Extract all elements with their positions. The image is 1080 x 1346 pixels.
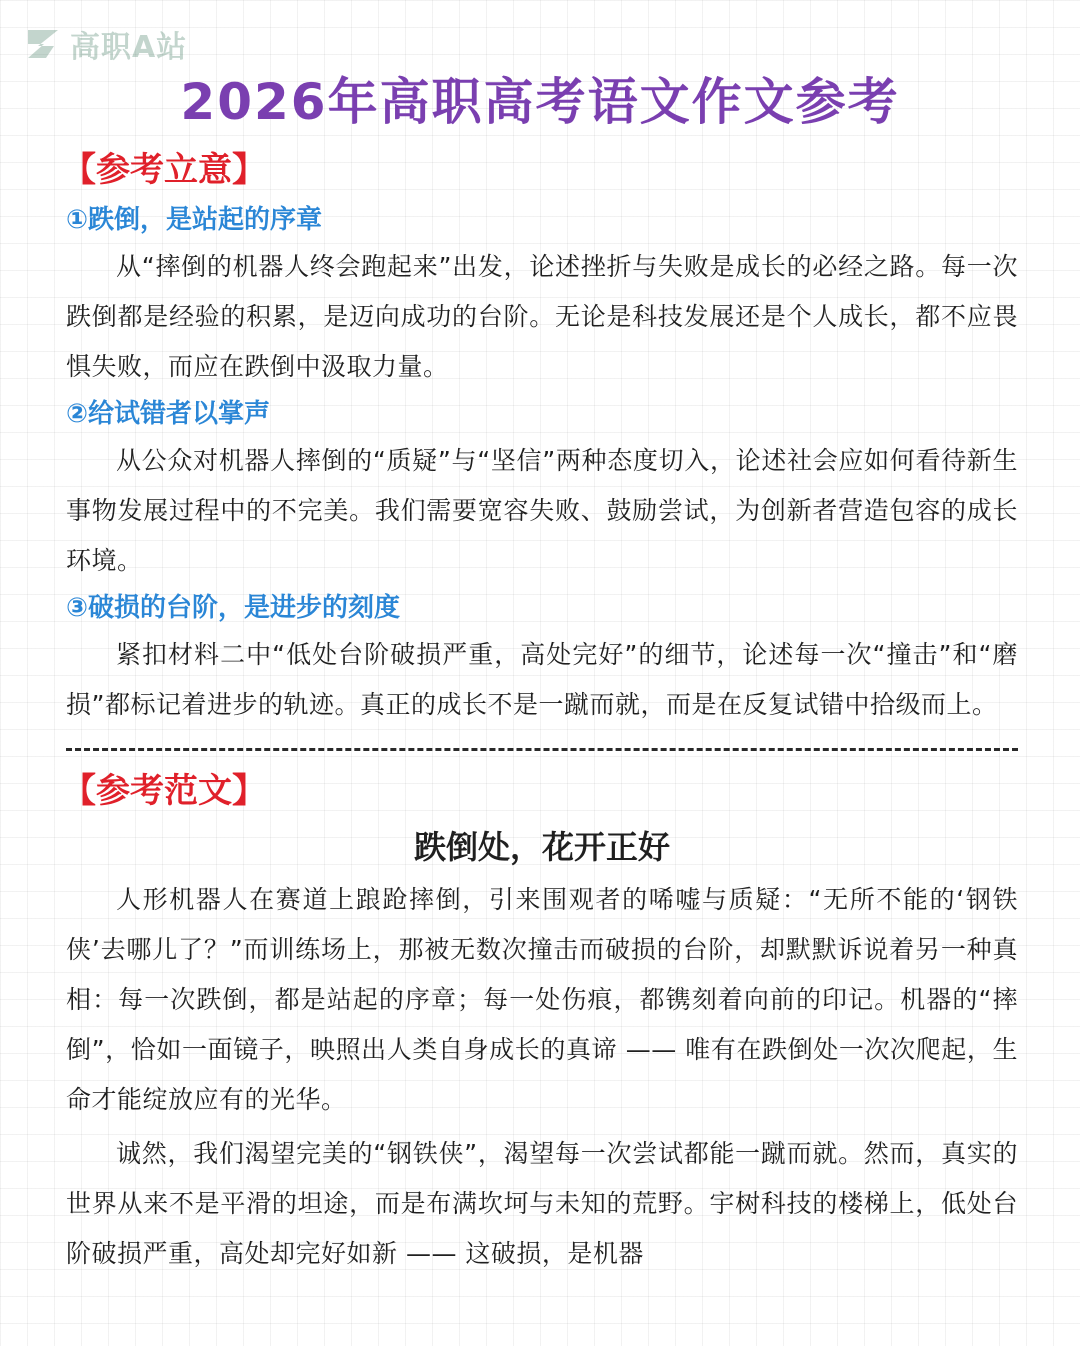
idea-text: 紧扣材料二中“低处台阶破损严重，高处完好”的细节，论述每一次“撞击”和“磨损”都标记着进步的轨迹。真正的成长不是一蹴而就，而是在反复试错中拾级而上。	[66, 640, 1018, 719]
page-title: 2026年高职高考语文作文参考	[180, 73, 900, 131]
idea-item	[66, 198, 1018, 392]
dashed-divider	[66, 748, 1018, 751]
idea-item	[66, 392, 1018, 586]
idea-text: 从公众对机器人摔倒的“质疑”与“坚信”两种态度切入，论述社会应如何看待新生事物发展过程中的不完美。我们需要宽容失败、鼓励尝试，为创新者营造包容的成长环境。	[66, 446, 1018, 575]
idea-title: ②给试错者以掌声	[66, 399, 271, 429]
main-content	[62, 142, 1018, 1279]
idea-title: ①跌倒，是站起的序章	[66, 205, 323, 235]
idea-text: 从“摔倒的机器人终会跑起来”出发，论述挫折与失败是成长的必经之路。每一次跌倒都是经验的积累，是迈向成功的台阶。无论是科技发展还是个人成长，都不应畏惧失败，而应在跌倒中汲取力量。	[66, 252, 1018, 381]
essay-title: 跌倒处，花开正好	[413, 828, 670, 866]
essay-paragraph: 人形机器人在赛道上踉跄摔倒，引来围观者的唏嘘与质疑：“无所不能的‘钢铁侠’去哪儿了？”而训练场上，那被无数次撞击而破损的台阶，却默默诉说着另一种真相：每一次跌倒，都是站起的序章；每一处伤痕，都镌刻着向前的印记。机器的“摔倒”，恰如一面镜子，映照出人类自身成长的真谛 —— 唯有在跌倒处一次次爬起，生命才能绽放应有的光华。	[66, 885, 1018, 1114]
idea-item	[66, 586, 1018, 730]
idea-title: ③破损的台阶，是进步的刻度	[66, 593, 401, 623]
essay-heading: 【参考范文】	[62, 771, 266, 811]
logo-text: 高职A站	[70, 30, 188, 65]
essay-paragraph: 诚然，我们渴望完美的“钢铁侠”，渴望每一次尝试都能一蹴而就。然而，真实的世界从来不是平滑的坦途，而是布满坎坷与未知的荒野。宇树科技的楼梯上，低处台阶破损严重，高处却完好如新 —— 这破损，是机器	[66, 1139, 1018, 1268]
watermark-logo	[24, 22, 187, 66]
ideas-heading: 【参考立意】	[62, 150, 266, 190]
logo-icon	[24, 26, 64, 62]
